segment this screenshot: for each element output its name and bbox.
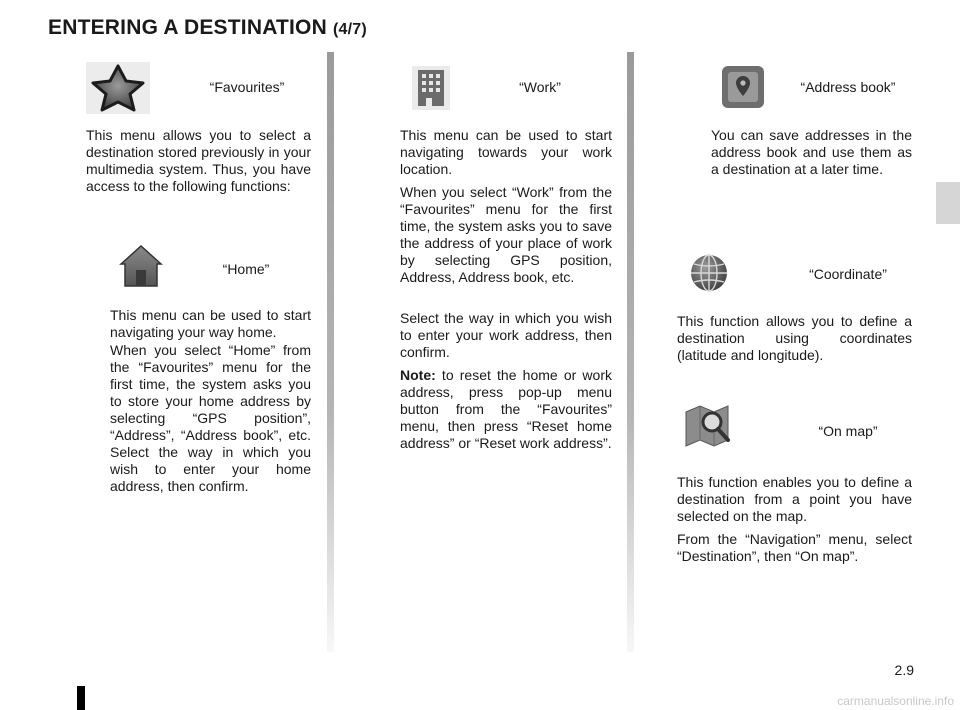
favourites-description: This menu allows you to select a destination stored previously in your multimedia system. Thus, you have access to the following functions: <box>86 127 311 194</box>
note-label: Note: <box>400 367 436 383</box>
work-description-2: When you select “Work” from the “Favourites” menu for the first time, the system asks you to save the address of your place of work by selecting GPS position, Address, Address book, etc. <box>400 184 612 285</box>
watermark: carmanualsonline.info <box>837 694 954 708</box>
map-search-icon <box>684 402 734 448</box>
work-description-1: This menu can be used to start navigating towards your work location. <box>400 127 612 177</box>
on-map-description-2: From the “Navigation” menu, select “Destination”, then “On map”. <box>677 531 912 564</box>
address-book-label: “Address book” <box>800 79 896 95</box>
page-title <box>48 16 367 40</box>
page-title-text: ENTERING A DESTINATION <box>48 16 327 39</box>
column-divider-1 <box>327 52 334 652</box>
globe-icon <box>689 253 729 293</box>
home-description-1: This menu can be used to start navigating your way home. <box>110 307 311 340</box>
home-description-2: When you select “Home” from the “Favourites” menu for the first time, the system asks you to store your home address by selecting “GPS position”, “Address”, “Address book”, etc. Select the way in which you wish to enter your home address, then confirm. <box>110 342 311 494</box>
work-note <box>400 367 612 452</box>
coordinate-label: “Coordinate” <box>809 266 887 282</box>
coordinate-description: This function allows you to define a destination using coordinates (latitude and longitude). <box>677 313 912 363</box>
building-icon <box>412 66 450 110</box>
star-icon <box>86 62 150 114</box>
section-tab <box>936 182 960 224</box>
favourites-label: “Favourites” <box>209 79 285 95</box>
page-number: 2.9 <box>894 662 914 678</box>
home-label: “Home” <box>222 261 270 277</box>
on-map-label: “On map” <box>818 423 878 439</box>
footer-mark <box>77 686 85 710</box>
home-icon <box>117 242 165 290</box>
work-description-3: Select the way in which you wish to enter your work address, then confirm. <box>400 310 612 360</box>
address-book-icon <box>722 66 764 108</box>
column-divider-2 <box>627 52 634 652</box>
note-text: to reset the home or work address, press pop-up menu button from the “Favourites” menu, then press “Reset home address” or “Reset work address”. <box>400 367 612 451</box>
work-label: “Work” <box>519 79 561 95</box>
on-map-description-1: This function enables you to define a destination from a point you have selected on the map. <box>677 474 912 524</box>
address-book-description: You can save addresses in the address book and use them as a destination at a later time. <box>711 127 912 177</box>
page-title-part: (4/7) <box>333 21 367 38</box>
